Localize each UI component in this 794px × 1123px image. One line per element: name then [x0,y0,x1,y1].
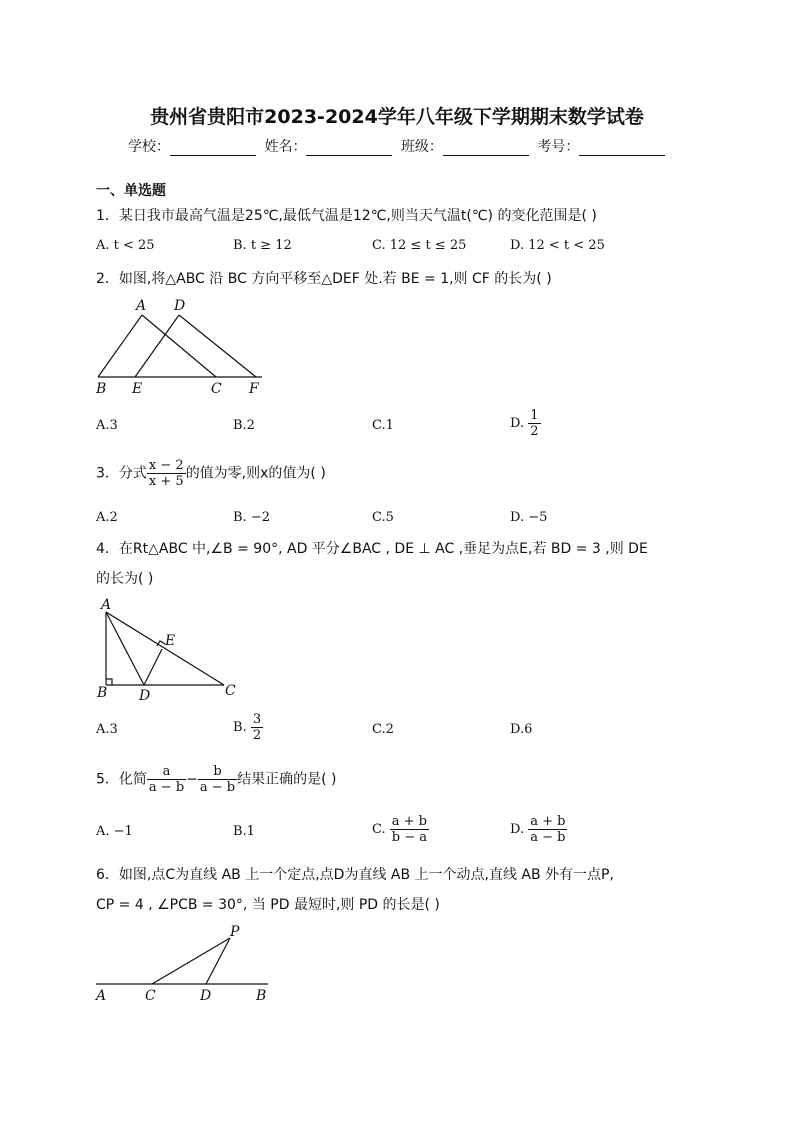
section-heading: 一、单选题 [96,183,166,199]
class-label: 班级： [400,139,443,155]
q2-option-b: B.2 [233,418,255,433]
class-blank [443,141,529,156]
question-5: 5．化简 $\frac{a}{a - b}$ − $\frac{b}{a - b}$ 结果正确的是( ) [96,764,337,795]
q1-option-c: C. 12 ≤ t ≤ 25 [372,238,467,253]
page-title: 贵州省贵阳市2023-2024学年八年级下学期期末数学试卷 [150,106,644,128]
school-label: 学校： [128,139,170,155]
q2-option-a: A.3 [96,418,118,433]
q3-fraction: $\frac{x - 2}{x + 5}$ [148,458,184,489]
q1-option-b: B. t ≥ 12 [233,238,292,253]
q4-triangle-figure [94,596,244,704]
q4-option-c: C.2 [372,722,394,737]
q6-label-b: B [256,988,267,1004]
q6-label-a: A [96,988,107,1004]
q4-option-b-fraction: $\frac{3}{2}$ [252,712,262,743]
q1-option-a: A. t < 25 [96,238,155,253]
q5-option-d-fraction: $\frac{a + b}{a - b}$ [530,814,566,845]
student-info-row [128,136,669,156]
q2-label-d: D [174,298,186,314]
q4-option-a: A.3 [96,722,118,737]
question-6-line-2: CP = 4 , ∠PCB = 30°, 当 PD 最短时,则 PD 的长是( ) [96,897,440,913]
question-2: 2．如图,将△ABC 沿 BC 方向平移至△DEF 处.若 BE = 1,则 CF 的长为( ) [96,271,552,287]
q4-option-b: B. $\frac{3}{2}$ [233,712,262,743]
question-4-line-2: 的长为( ) [96,571,154,587]
question-6-line-1: 6．如图,点C为直线 AB 上一个定点,点D为直线 AB 上一个动点,直线 AB 外有一点P, [96,867,614,883]
q4-label-e: E [165,633,176,649]
q5-fraction-1: $\frac{a}{a - b}$ [148,764,185,795]
q5-fraction-2: $\frac{b}{a - b}$ [199,764,236,795]
q4-label-c: C [225,683,236,699]
question-4-line-1: 4．在Rt△ABC 中,∠B = 90°, AD 平分∠BAC , DE ⊥ AC ,垂足为点E,若 BD = 3 ,则 DE [96,541,648,557]
question-3: 3．分式 $\frac{x - 2}{x + 5}$ 的值为零,则x的值为( ) [96,458,326,489]
q4-label-b: B [97,685,108,701]
q6-label-c: C [145,988,156,1004]
q4-option-d: D.6 [510,722,533,737]
q2-label-f: F [249,381,259,397]
q2-option-c: C.1 [372,418,394,433]
q1-option-d: D. 12 < t < 25 [510,238,605,253]
name-blank [306,141,392,156]
q4-label-a: A [101,597,112,613]
q3-option-b: B. −2 [233,510,270,525]
q5-option-b: B.1 [233,824,255,839]
q3-option-c: C.5 [372,510,394,525]
q2-label-a: A [136,298,147,314]
q2-label-b: B [96,381,107,397]
q4-label-d: D [139,688,151,704]
q2-option-d-fraction: $\frac{1}{2}$ [530,408,539,439]
question-1: 1．某日我市最高气温是25℃,最低气温是12℃,则当天气温t(℃) 的变化范围是( ) [96,208,597,224]
name-label: 姓名： [264,139,307,155]
number-blank [579,141,665,156]
q5-option-a: A. −1 [96,824,133,839]
q6-line-figure [90,920,275,1008]
school-blank [170,141,256,156]
q6-label-d: D [200,988,212,1004]
q5-option-c-fraction: $\frac{a + b}{b - a}$ [391,814,427,845]
q2-label-e: E [132,381,143,397]
q3-option-a: A.2 [96,510,118,525]
q6-label-p: P [230,924,240,940]
q2-option-d: D. $\frac{1}{2}$ [510,408,539,439]
q5-option-d: D. $\frac{a + b}{a - b}$ [510,814,566,845]
number-label: 考号： [537,139,580,155]
q2-translation-figure [90,295,270,400]
q3-option-d: D. −5 [510,510,548,525]
q2-label-c: C [211,381,222,397]
q5-option-c: C. $\frac{a + b}{b - a}$ [372,814,427,845]
